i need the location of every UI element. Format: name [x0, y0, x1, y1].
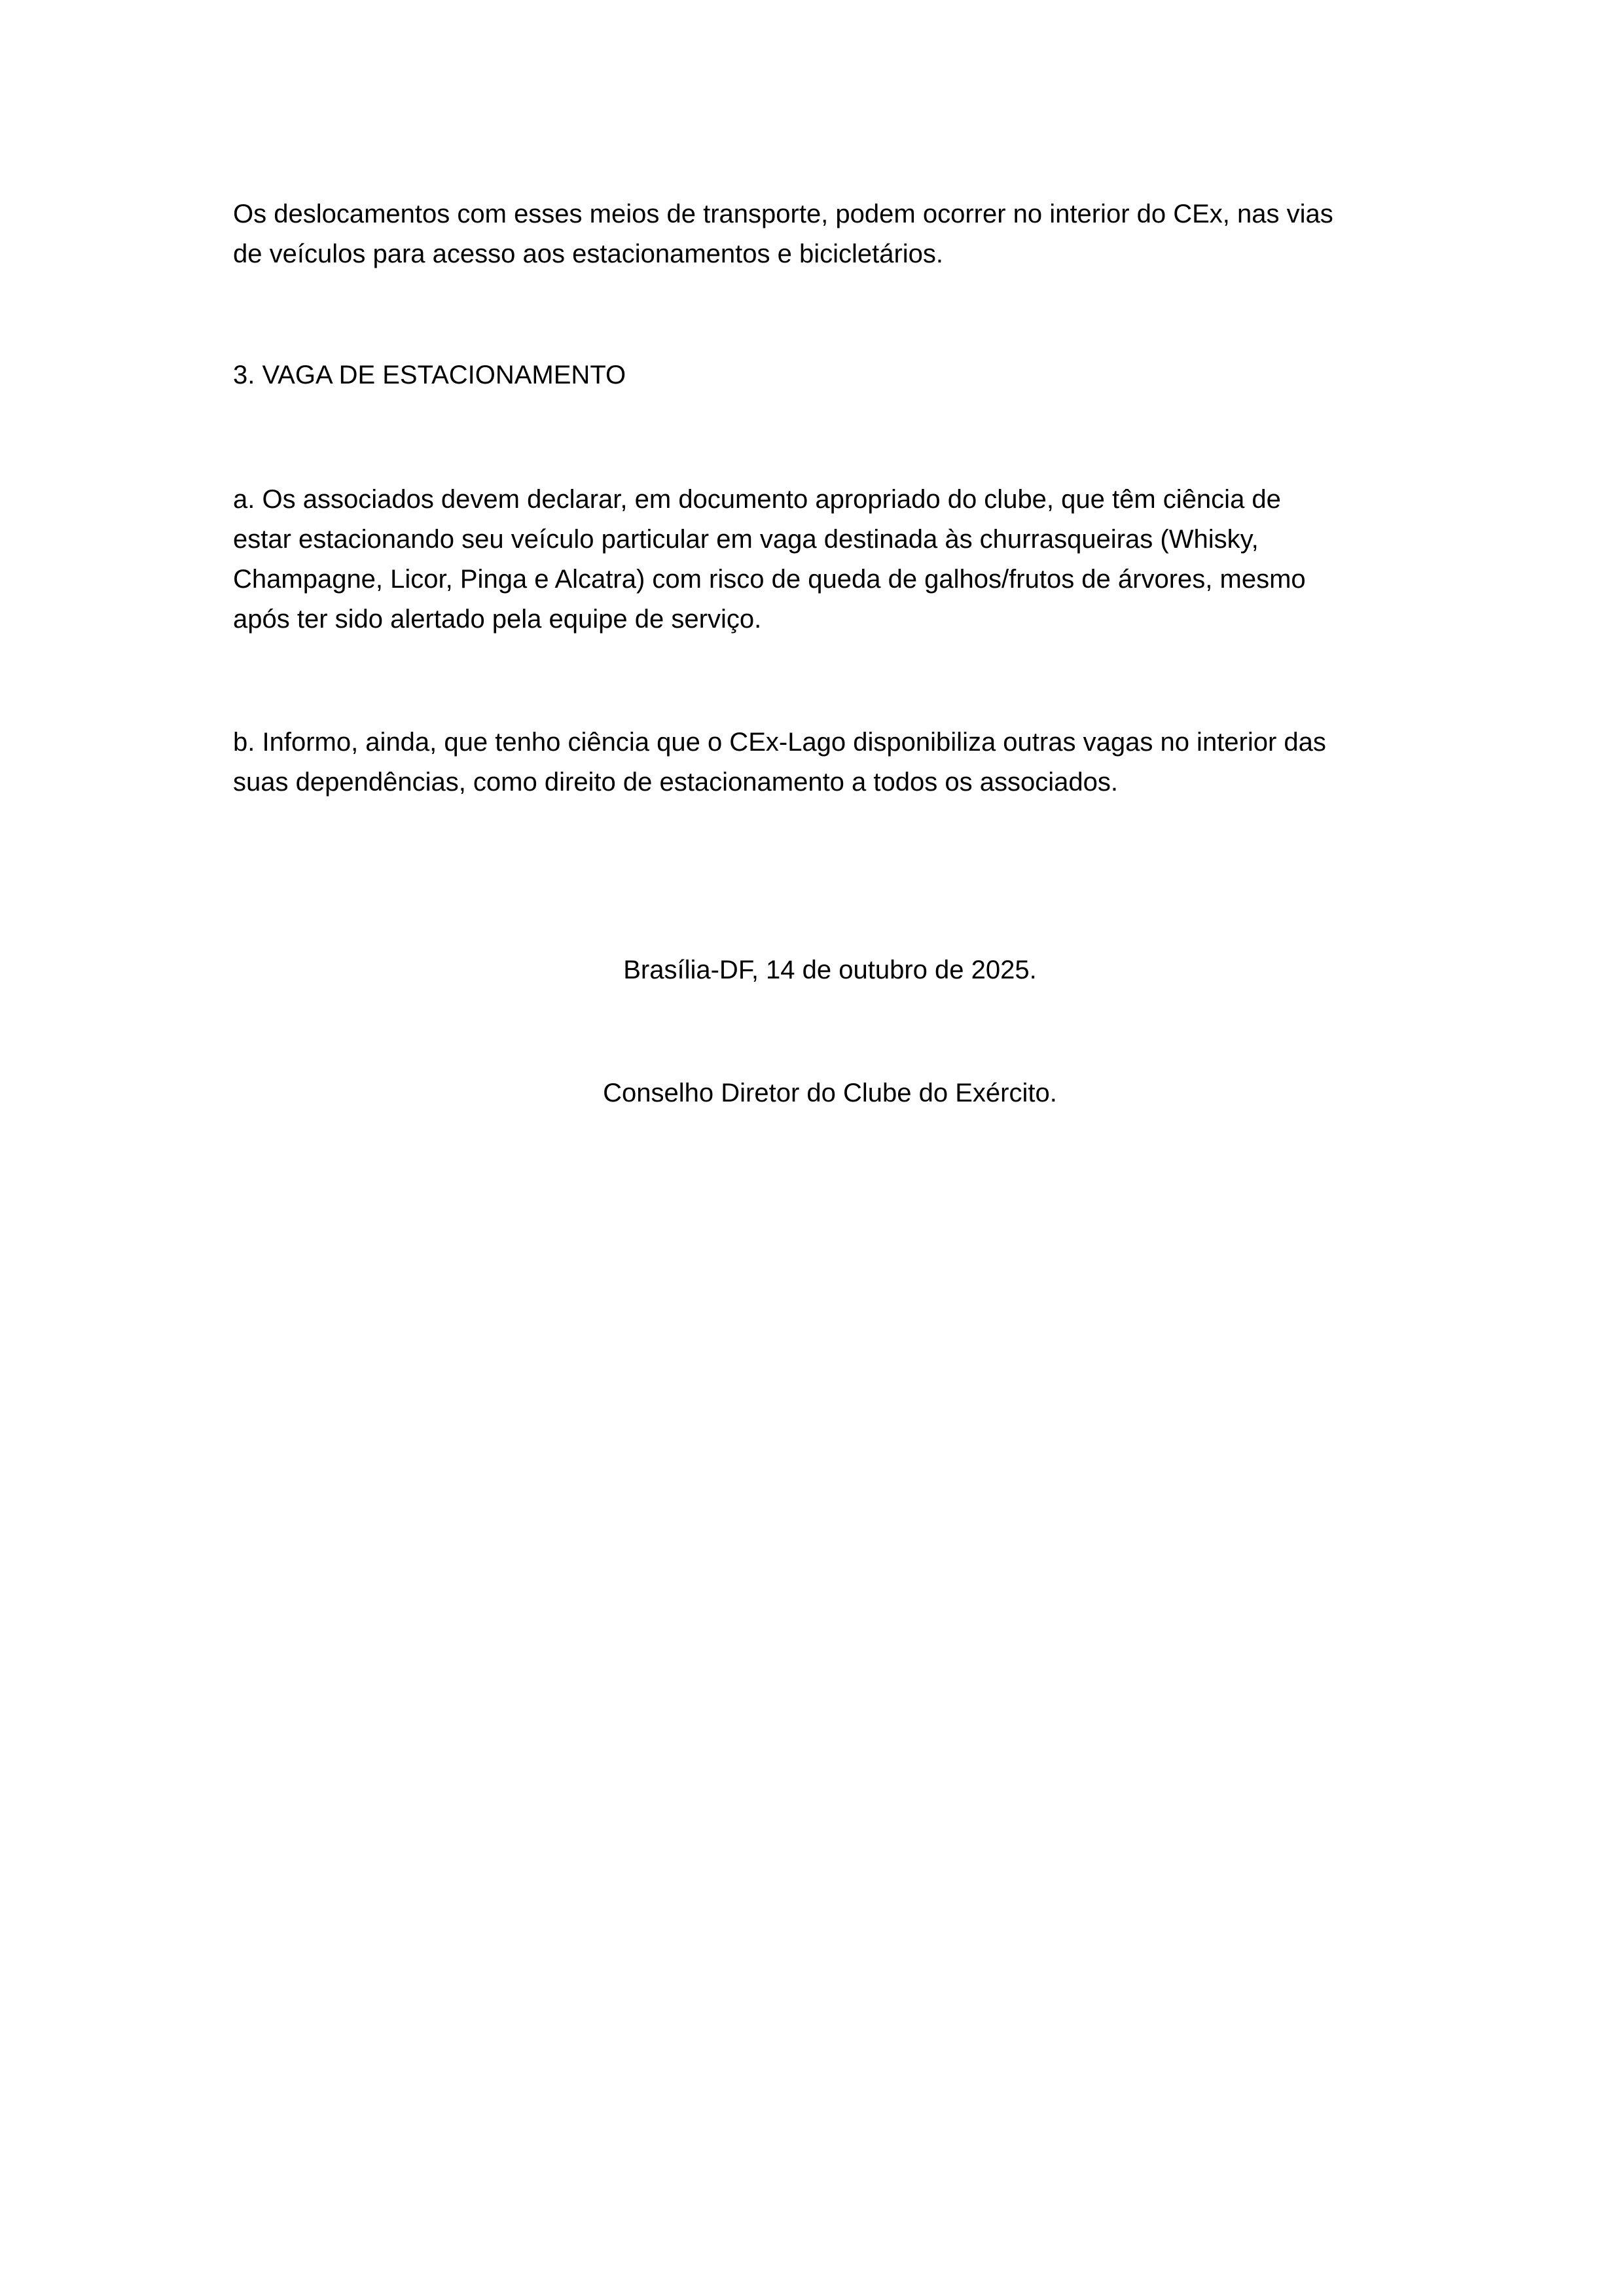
paragraph-transport: [233, 194, 1398, 274]
paragraph-line: estar estacionando seu veículo particular em vaga destinada às churrasqueiras (Whisky,: [233, 525, 1259, 554]
paragraph-line: de veículos para acesso aos estacionamentos e bicicletários.: [233, 240, 944, 268]
section-heading: 3. VAGA DE ESTACIONAMENTO: [233, 361, 626, 389]
paragraph-item-b: [233, 723, 1398, 802]
signature-line: Conselho Diretor do Clube do Exército.: [603, 1079, 1057, 1107]
paragraph-line: a. Os associados devem declarar, em documento apropriado do clube, que têm ciência de: [233, 485, 1281, 514]
place-date: Brasília-DF, 14 de outubro de 2025.: [623, 956, 1037, 984]
paragraph-line: b. Informo, ainda, que tenho ciência que o CEx-Lago disponibiliza outras vagas no interior das: [233, 728, 1326, 757]
paragraph-line: Os deslocamentos com esses meios de transporte, podem ocorrer no interior do CEx, nas vias: [233, 200, 1333, 228]
paragraph-line: suas dependências, como direito de estacionamento a todos os associados.: [233, 768, 1118, 797]
paragraph-line: após ter sido alertado pela equipe de serviço.: [233, 605, 762, 634]
paragraph-line: Champagne, Licor, Pinga e Alcatra) com risco de queda de galhos/frutos de árvores, mesmo: [233, 565, 1306, 594]
paragraph-item-a: [233, 480, 1398, 639]
